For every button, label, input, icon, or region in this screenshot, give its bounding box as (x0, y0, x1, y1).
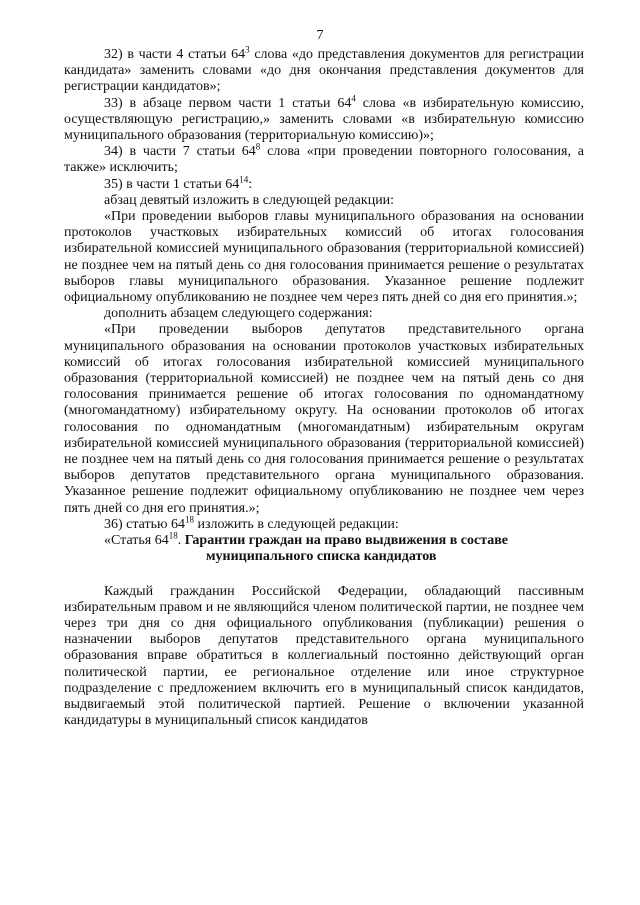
article-body: Каждый гражданин Российской Федерации, обладающий пассивным избирательным правом и не являющийся членом политической партии, не позднее чем через три дня со дня официального опубликования (публикации) решения о назначении выборов депутатов представительного органа муниципального образования вправе обратиться в коллегиальный постоянно действующий орган политической партии, ее региональное отделение или иное структурное подразделение с предложением включить его в муниципальный список кандидатов, выдвигаемый этой политической партией. Решение о включении указанной кандидатуры в муниципальный список кандидатов (64, 583, 585, 729)
paragraph-35: 35) в части 1 статьи $64^{14}$: (104, 173, 253, 192)
paragraph-32: 32) в части 4 статьи $64^3$ слова «до представления документов для регистрации кандидата» заменить словами «до дня окончания представления документов для регистрации кандидатов»; (64, 44, 585, 95)
superscript: 8 (255, 141, 261, 152)
page-number: 7 (316, 28, 324, 43)
superscript: 18 (184, 514, 194, 525)
article-prefix: «Статья 64 (104, 533, 169, 549)
paragraph-36: 36) статью $64^{18}$ изложить в следующей редакции: (104, 514, 399, 532)
superscript: 14 (239, 173, 249, 184)
paragraph-35-quote-1: «При проведении выборов главы муниципального образования на основании протоколов участковых избирательных комиссий об итогах голосования избирательной комиссией муниципального образования (территориальной комиссией) не позднее чем на пятый день со дня голосования принимается решение о результатах выборов главы муниципального образования. Указанное решение подлежит официальному опубликованию не позднее чем через пять дней со дня его принятия.»; (64, 209, 584, 306)
paragraph-33: 33) в абзаце первом части 1 статьи $64^4$ слова «в избирательную комиссию, осуществляющую регистрацию,» заменить словами «в избирательную комиссию муниципального образования (территориальную комиссию)»; (64, 92, 584, 144)
superscript: 4 (351, 92, 356, 103)
superscript: 3 (245, 44, 250, 55)
article-title-line-2: муниципального списка кандидатов (206, 549, 437, 565)
paragraph-35-sub-2: дополнить абзацем следующего содержания: (104, 306, 373, 322)
paragraph-35-quote-2: «При проведении выборов депутатов представительного органа муниципального образования на основании протоколов участковых избирательных комиссий об итогах голосования избирательной комиссией муниципального образования (территориальной комиссией) не позднее чем на пятый день со дня голосования принимается решение об итогах голосования по одномандатному (многомандатному) избирательному округу. На основании протоколов об итогах голосования по одномандатным (многомандатным) избирательным округам избирательной комиссией муниципального образования (территориальной комиссией) не позднее чем на пятый день со дня голосования принимается решение о результатах выборов депутатов представительного органа муниципального образования. Указанное решение подлежит официальному опубликованию не позднее чем через пять дней со дня его принятия.»; (64, 322, 584, 516)
paragraph-34: 34) в части 7 статьи $64^8$ слова «при проведении повторного голосования, а также» исключить; (64, 141, 585, 176)
article-heading: «Статья $64^{18}$. Гарантии граждан на право выдвижения в составе муниципального списка кандидатов (64, 533, 584, 565)
paragraph-35-sub-1: абзац девятый изложить в следующей редакции: (104, 192, 395, 208)
article-title-line-1: Гарантии граждан на право выдвижения в составе (181, 533, 509, 549)
document-body (64, 44, 585, 729)
superscript: 18 (168, 530, 178, 541)
